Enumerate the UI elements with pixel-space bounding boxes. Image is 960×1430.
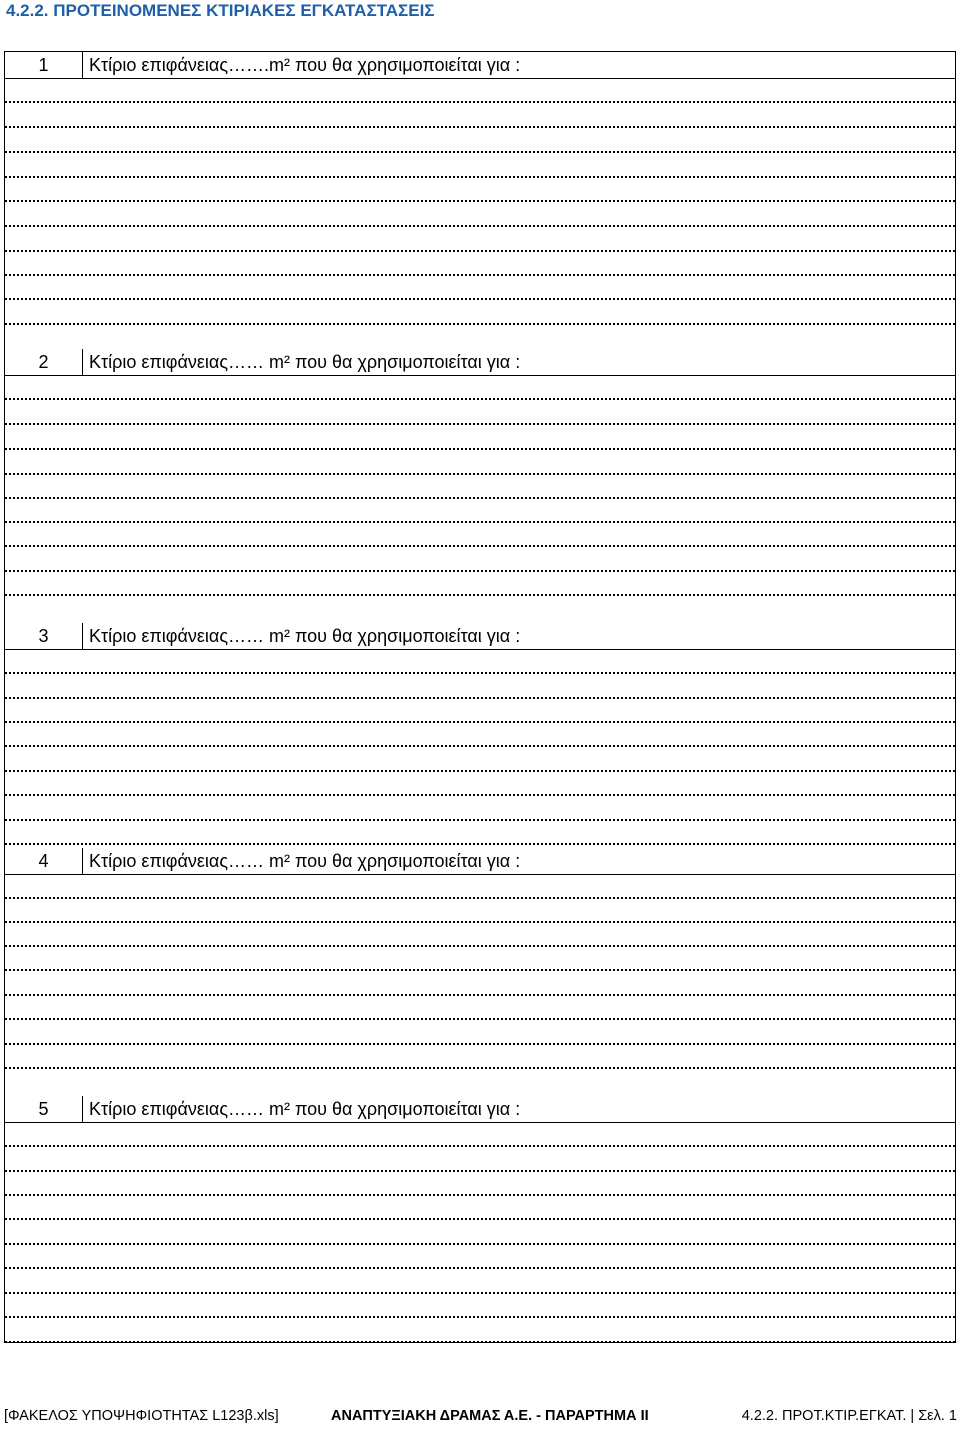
fill-line[interactable] — [5, 151, 955, 153]
fill-line[interactable] — [5, 1018, 955, 1020]
page-title: 4.2.2. ΠΡΟΤΕΙΝΟΜΕΝΕΣ ΚΤΙΡΙΑΚΕΣ ΕΓΚΑΤΑΣΤΑΣΕΙΣ — [6, 1, 435, 20]
fill-line[interactable] — [5, 994, 955, 996]
fill-line[interactable] — [5, 697, 955, 699]
fill-line[interactable] — [5, 969, 955, 971]
fill-line[interactable] — [5, 1243, 955, 1245]
building-section-1 — [5, 52, 955, 337]
fill-line[interactable] — [5, 945, 955, 947]
footer-file-name: [ΦΑΚΕΛΟΣ ΥΠΟΨΗΦΙΟΤΗΤΑΣ L123β.xls] — [4, 1408, 279, 1424]
fill-line[interactable] — [5, 545, 955, 547]
building-section-3 — [5, 623, 955, 843]
fill-line[interactable] — [5, 1341, 955, 1343]
section-label: Κτίριο επιφάνειας…….m² που θα χρησιμοποιείται για : — [89, 55, 521, 75]
fill-line[interactable] — [5, 594, 955, 596]
section-label: Κτίριο επιφάνειας…… m² που θα χρησιμοποιείται για : — [89, 626, 521, 646]
section-number: 4 — [5, 848, 83, 874]
fill-line[interactable] — [5, 423, 955, 425]
section-number: 5 — [5, 1096, 83, 1122]
fill-line[interactable] — [5, 225, 955, 227]
building-section-2 — [5, 349, 955, 619]
fill-line[interactable] — [5, 819, 955, 821]
fill-line[interactable] — [5, 176, 955, 178]
fill-line[interactable] — [5, 323, 955, 325]
fill-line[interactable] — [5, 448, 955, 450]
fill-line[interactable] — [5, 721, 955, 723]
fill-line[interactable] — [5, 745, 955, 747]
fill-line[interactable] — [5, 843, 955, 845]
fill-line[interactable] — [5, 1067, 955, 1069]
fill-line[interactable] — [5, 1170, 955, 1172]
fill-line[interactable] — [5, 398, 955, 400]
fill-line[interactable] — [5, 473, 955, 475]
section-number: 2 — [5, 349, 83, 375]
fill-line[interactable] — [5, 1316, 955, 1318]
footer-organization: ΑΝΑΠΤΥΞΙΑΚΗ ΔΡΑΜΑΣ Α.Ε. - ΠΑΡΑΡΤΗΜΑ ΙΙ — [331, 1408, 649, 1424]
fill-line[interactable] — [5, 298, 955, 300]
section-header — [5, 349, 955, 376]
fill-line[interactable] — [5, 521, 955, 523]
section-label: Κτίριο επιφάνειας…… m² που θα χρησιμοποιείται για : — [89, 851, 521, 871]
footer-page-ref: 4.2.2. ΠΡΟΤ.ΚΤΙΡ.ΕΓΚΑΤ. | Σελ. 1 — [741, 1408, 957, 1424]
section-header — [5, 52, 955, 79]
fill-line[interactable] — [5, 1267, 955, 1269]
section-header — [5, 848, 955, 875]
fill-line[interactable] — [5, 897, 955, 899]
section-label: Κτίριο επιφάνειας…… m² που θα χρησιμοποιείται για : — [89, 1099, 521, 1119]
fill-line[interactable] — [5, 200, 955, 202]
fill-line[interactable] — [5, 1292, 955, 1294]
section-number: 3 — [5, 623, 83, 649]
fill-line[interactable] — [5, 126, 955, 128]
fill-line[interactable] — [5, 672, 955, 674]
building-section-5 — [5, 1096, 955, 1342]
fill-line[interactable] — [5, 1145, 955, 1147]
section-number: 1 — [5, 52, 83, 78]
fill-line[interactable] — [5, 921, 955, 923]
fill-line[interactable] — [5, 770, 955, 772]
fill-line[interactable] — [5, 101, 955, 103]
building-section-4 — [5, 848, 955, 1088]
section-header — [5, 1096, 955, 1123]
fill-line[interactable] — [5, 250, 955, 252]
fill-line[interactable] — [5, 1218, 955, 1220]
fill-line[interactable] — [5, 1043, 955, 1045]
fill-line[interactable] — [5, 1194, 955, 1196]
form-table — [4, 51, 956, 1343]
fill-line[interactable] — [5, 570, 955, 572]
page-footer — [0, 1408, 960, 1430]
fill-line[interactable] — [5, 497, 955, 499]
section-label: Κτίριο επιφάνειας…… m² που θα χρησιμοποιείται για : — [89, 352, 521, 372]
fill-line[interactable] — [5, 274, 955, 276]
fill-line[interactable] — [5, 794, 955, 796]
section-header — [5, 623, 955, 650]
